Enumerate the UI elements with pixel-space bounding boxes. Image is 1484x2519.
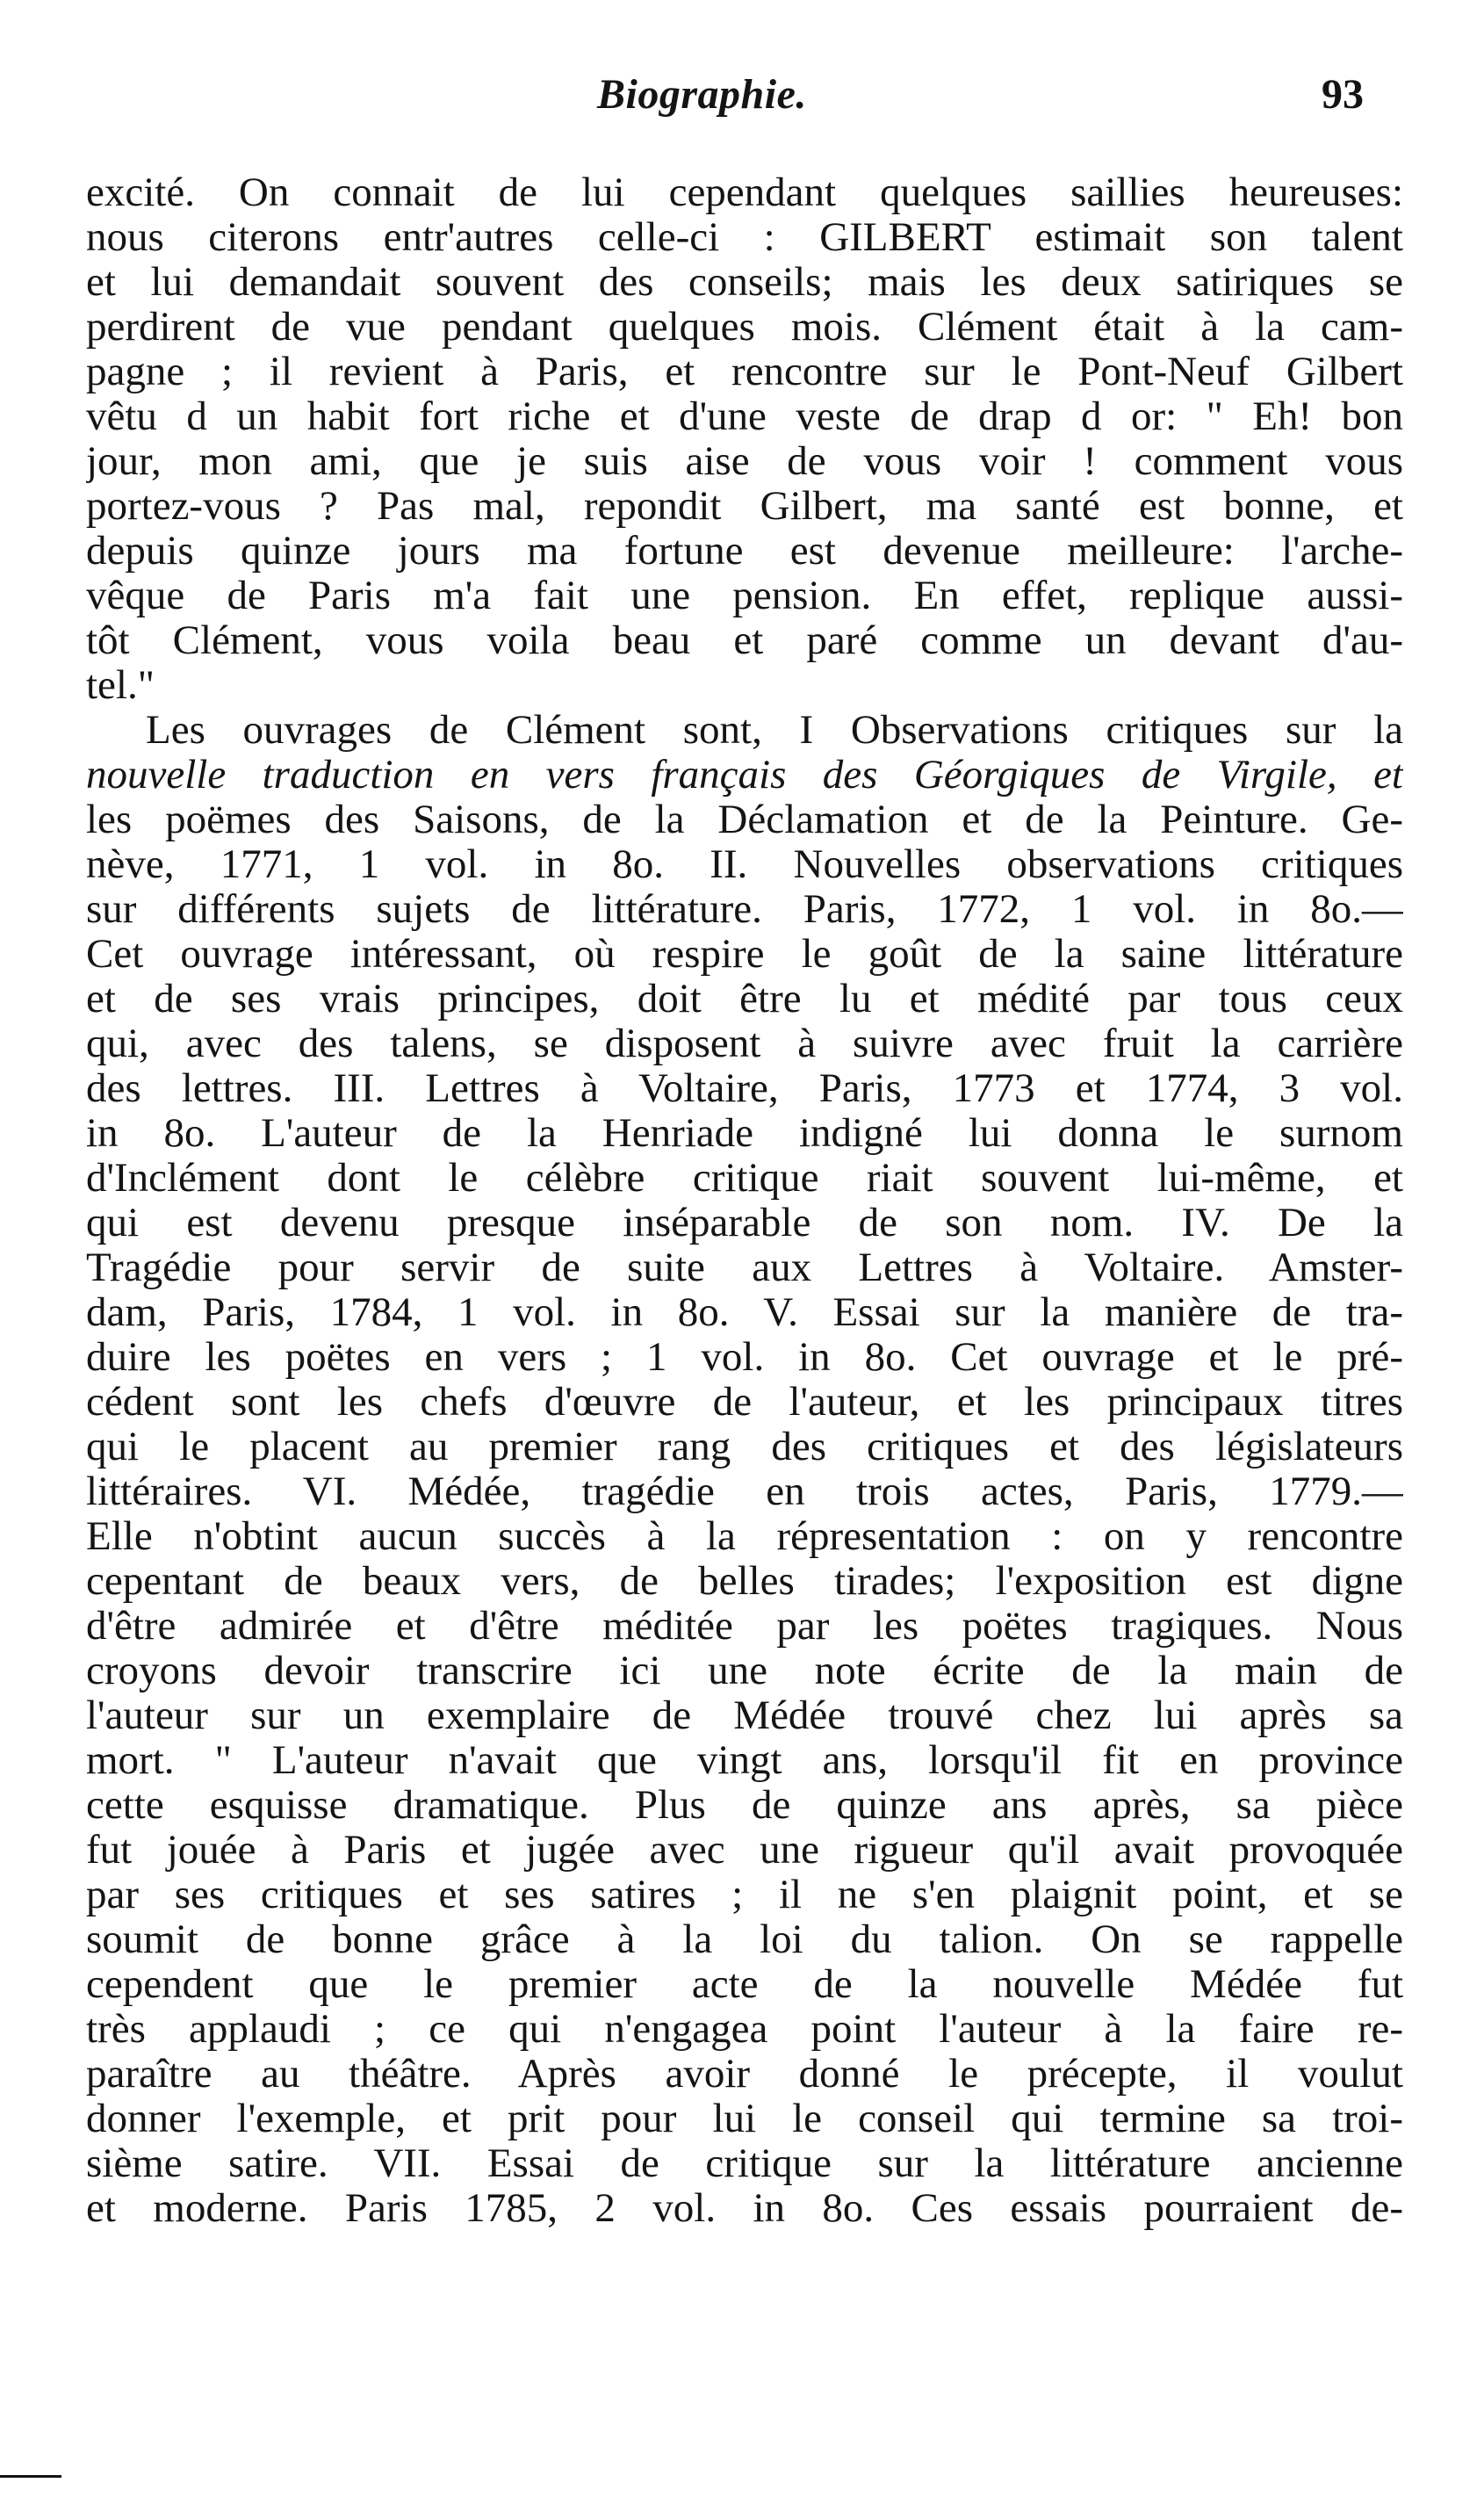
text-line: pagne ; il revient à Paris, et rencontre sur le Pont-Neuf Gilbert bbox=[86, 350, 1403, 394]
text-line: nous citerons entr'autres celle-ci : GILBERT estimait son talent bbox=[86, 215, 1403, 260]
text-line: mort. " L'auteur n'avait que vingt ans, lorsqu'il fit en province bbox=[86, 1738, 1403, 1783]
running-head bbox=[0, 70, 1484, 132]
text-line: très applaudi ; ce qui n'engagea point l'auteur à la faire re- bbox=[86, 2007, 1403, 2052]
text-line: Elle n'obtint aucun succès à la répresentation : on y rencontre bbox=[86, 1514, 1403, 1559]
text-line: jour, mon ami, que je suis aise de vous voir ! comment vous bbox=[86, 439, 1403, 484]
text-line: soumit de bonne grâce à la loi du talion. On se rappelle bbox=[86, 1917, 1403, 1962]
text-line: littéraires. VI. Médée, tragédie en trois actes, Paris, 1779.— bbox=[86, 1469, 1403, 1514]
text-line: d'être admirée et d'être méditée par les poëtes tragiques. Nous bbox=[86, 1604, 1403, 1649]
text-line: excité. On connait de lui cependant quelques saillies heureuses: bbox=[86, 170, 1403, 215]
page-edge-rule bbox=[0, 2475, 61, 2478]
text-line: qui le placent au premier rang des critiques et des législateurs bbox=[86, 1425, 1403, 1469]
text-line: Cet ouvrage intéressant, où respire le goût de la saine littérature bbox=[86, 932, 1403, 977]
text-line: et lui demandait souvent des conseils; mais les deux satiriques se bbox=[86, 260, 1403, 305]
text-line: et moderne. Paris 1785, 2 vol. in 8o. Ces essais pourraient de- bbox=[86, 2186, 1403, 2231]
text-line: par ses critiques et ses satires ; il ne s'en plaignit point, et se bbox=[86, 1873, 1403, 1917]
text-line: donner l'exemple, et prit pour lui le conseil qui termine sa troi- bbox=[86, 2097, 1403, 2141]
text-line: vêque de Paris m'a fait une pension. En effet, replique aussi- bbox=[86, 574, 1403, 618]
text-line: nève, 1771, 1 vol. in 8o. II. Nouvelles observations critiques bbox=[86, 842, 1403, 887]
text-line: des lettres. III. Lettres à Voltaire, Paris, 1773 et 1774, 3 vol. bbox=[86, 1066, 1403, 1111]
text-line: sur différents sujets de littérature. Paris, 1772, 1 vol. in 8o.— bbox=[86, 887, 1403, 932]
text-line: l'auteur sur un exemplaire de Médée trouvé chez lui après sa bbox=[86, 1693, 1403, 1738]
text-line: tel." bbox=[86, 663, 155, 708]
text-line: les poëmes des Saisons, de la Déclamation et de la Peinture. Ge- bbox=[86, 798, 1403, 842]
text-line: cédent sont les chefs d'œuvre de l'auteur, et les principaux titres bbox=[86, 1380, 1403, 1425]
text-line: cette esquisse dramatique. Plus de quinze ans après, sa pièce bbox=[86, 1783, 1403, 1828]
text-line: sième satire. VII. Essai de critique sur la littérature ancienne bbox=[86, 2141, 1403, 2186]
text-line: qui, avec des talens, se disposent à suivre avec fruit la carrière bbox=[86, 1021, 1403, 1066]
text-line: tôt Clément, vous voila beau et paré comme un devant d'au- bbox=[86, 618, 1403, 663]
text-line: cepentant de beaux vers, de belles tirades; l'exposition est digne bbox=[86, 1559, 1403, 1604]
text-line: d'Inclément dont le célèbre critique riait souvent lui-même, et bbox=[86, 1156, 1403, 1201]
text-line: qui est devenu presque inséparable de son nom. IV. De la bbox=[86, 1201, 1403, 1245]
text-line: et de ses vrais principes, doit être lu et médité par tous ceux bbox=[86, 977, 1403, 1021]
text-line: vêtu d un habit fort riche et d'une veste de drap d or: " Eh! bon bbox=[86, 394, 1403, 439]
text-line: perdirent de vue pendant quelques mois. Clément était à la cam- bbox=[86, 305, 1403, 350]
running-title: Biographie. bbox=[597, 71, 807, 118]
text-line: paraître au théâtre. Après avoir donné le précepte, il voulut bbox=[86, 2052, 1403, 2097]
text-line: fut jouée à Paris et jugée avec une rigueur qu'il avait provoquée bbox=[86, 1828, 1403, 1873]
body-text bbox=[86, 170, 1403, 2231]
page-number: 93 bbox=[1322, 71, 1364, 118]
text-line: cependent que le premier acte de la nouvelle Médée fut bbox=[86, 1962, 1403, 2007]
text-line: duire les poëtes en vers ; 1 vol. in 8o. Cet ouvrage et le pré- bbox=[86, 1335, 1403, 1380]
text-line: in 8o. L'auteur de la Henriade indigné lui donna le surnom bbox=[86, 1111, 1403, 1156]
text-line: Les ouvrages de Clément sont, I Observations critiques sur la bbox=[146, 708, 1403, 753]
text-line: croyons devoir transcrire ici une note écrite de la main de bbox=[86, 1649, 1403, 1693]
text-line: portez-vous ? Pas mal, repondit Gilbert, ma santé est bonne, et bbox=[86, 484, 1403, 529]
text-line: dam, Paris, 1784, 1 vol. in 8o. V. Essai sur la manière de tra- bbox=[86, 1290, 1403, 1335]
text-line: depuis quinze jours ma fortune est devenue meilleure: l'arche- bbox=[86, 529, 1403, 574]
text-line: Tragédie pour servir de suite aux Lettres à Voltaire. Amster- bbox=[86, 1245, 1403, 1290]
text-line: nouvelle traduction en vers français des Géorgiques de Virgile, et bbox=[86, 753, 1403, 798]
